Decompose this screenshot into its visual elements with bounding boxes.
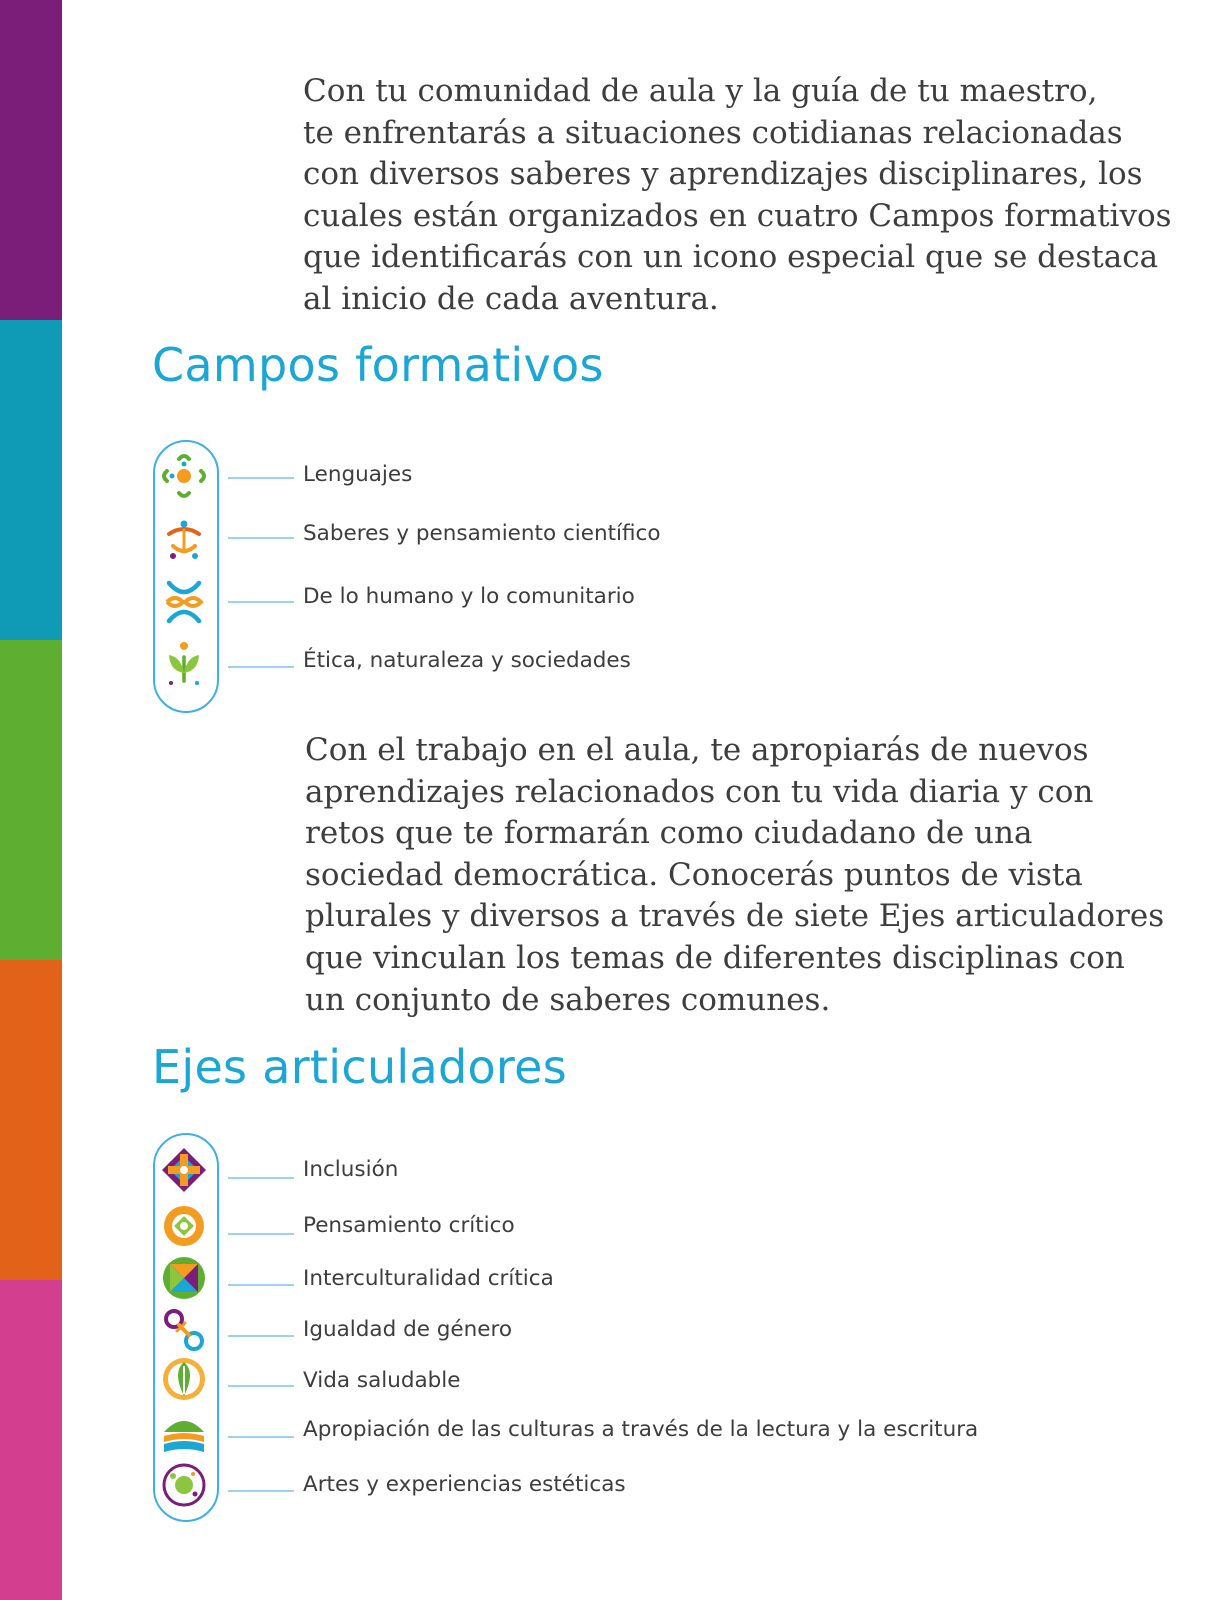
stripe-purple xyxy=(0,0,62,320)
eje-label-inclusion: Inclusión xyxy=(303,1157,399,1182)
etica-naturaleza-icon xyxy=(159,639,209,689)
eje-label-lectura-escritura: Apropiación de las culturas a través de la lectura y la escritura xyxy=(303,1417,979,1442)
saberes-leader xyxy=(228,537,294,539)
intro-line: cuales están organizados en cuatro Campos formativos xyxy=(303,197,1172,234)
inclusion-icon xyxy=(159,1145,209,1195)
campo-label-etica-naturaleza: Ética, naturaleza y sociedades xyxy=(303,648,631,673)
etica-naturaleza-leader xyxy=(228,666,294,668)
eje-label-igualdad-genero: Igualdad de género xyxy=(303,1317,513,1342)
ejes-title: Ejes articuladores xyxy=(152,1040,567,1094)
campo-label-humano-comunitario: De lo humano y lo comunitario xyxy=(303,584,635,609)
middle-line: plurales y diversos a través de siete Ejes articuladores xyxy=(305,898,1165,935)
vida-saludable-icon xyxy=(159,1354,209,1404)
stripe-teal xyxy=(0,320,62,640)
pensamiento-critico-icon xyxy=(159,1201,209,1251)
campo-label-lenguajes: Lenguajes xyxy=(303,462,413,487)
campo-label-saberes: Saberes y pensamiento científico xyxy=(303,521,661,546)
intro-paragraph xyxy=(303,71,1172,321)
intro-line: te enfrentarás a situaciones cotidianas relacionadas xyxy=(303,114,1123,151)
middle-line: Con el trabajo en el aula, te apropiarás de nuevos xyxy=(305,732,1089,768)
interculturalidad-leader xyxy=(228,1284,294,1286)
pensamiento-critico-leader xyxy=(228,1233,294,1235)
middle-line: sociedad democrática. Conocerás puntos de vista xyxy=(305,856,1083,893)
igualdad-genero-icon xyxy=(159,1305,209,1355)
eje-label-artes: Artes y experiencias estéticas xyxy=(303,1472,626,1497)
intro-line: que identificarás con un icono especial que se destaca xyxy=(303,239,1159,276)
lenguajes-icon xyxy=(159,451,209,501)
eje-label-interculturalidad: Interculturalidad crítica xyxy=(303,1266,554,1291)
middle-line: un conjunto de saberes comunes. xyxy=(305,981,831,1018)
stripe-pink xyxy=(0,1280,62,1600)
stripe-orange xyxy=(0,960,62,1280)
lenguajes-leader xyxy=(228,477,294,479)
lectura-escritura-icon xyxy=(159,1408,209,1458)
inclusion-leader xyxy=(228,1177,294,1179)
campos-title: Campos formativos xyxy=(152,338,604,392)
intro-line: al inicio de cada aventura. xyxy=(303,280,719,317)
artes-leader xyxy=(228,1490,294,1492)
vida-saludable-leader xyxy=(228,1385,294,1387)
intro-line: Con tu comunidad de aula y la guía de tu maestro, xyxy=(303,73,1098,109)
eje-label-vida-saludable: Vida saludable xyxy=(303,1368,461,1393)
middle-line: que vinculan los temas de diferentes disciplinas con xyxy=(305,939,1125,976)
humano-comunitario-leader xyxy=(228,601,294,603)
eje-label-pensamiento-critico: Pensamiento crítico xyxy=(303,1213,515,1238)
interculturalidad-icon xyxy=(159,1253,209,1303)
igualdad-genero-leader xyxy=(228,1335,294,1337)
lectura-escritura-leader xyxy=(228,1436,294,1438)
middle-line: aprendizajes relacionados con tu vida diaria y con xyxy=(305,773,1094,810)
stripe-green xyxy=(0,640,62,960)
middle-line: retos que te formarán como ciudadano de una xyxy=(305,815,1033,852)
intro-line: con diversos saberes y aprendizajes disciplinares, los xyxy=(303,156,1143,193)
middle-paragraph xyxy=(305,730,1164,1021)
humano-comunitario-icon xyxy=(159,577,209,627)
artes-icon xyxy=(159,1460,209,1510)
saberes-icon xyxy=(159,516,209,566)
